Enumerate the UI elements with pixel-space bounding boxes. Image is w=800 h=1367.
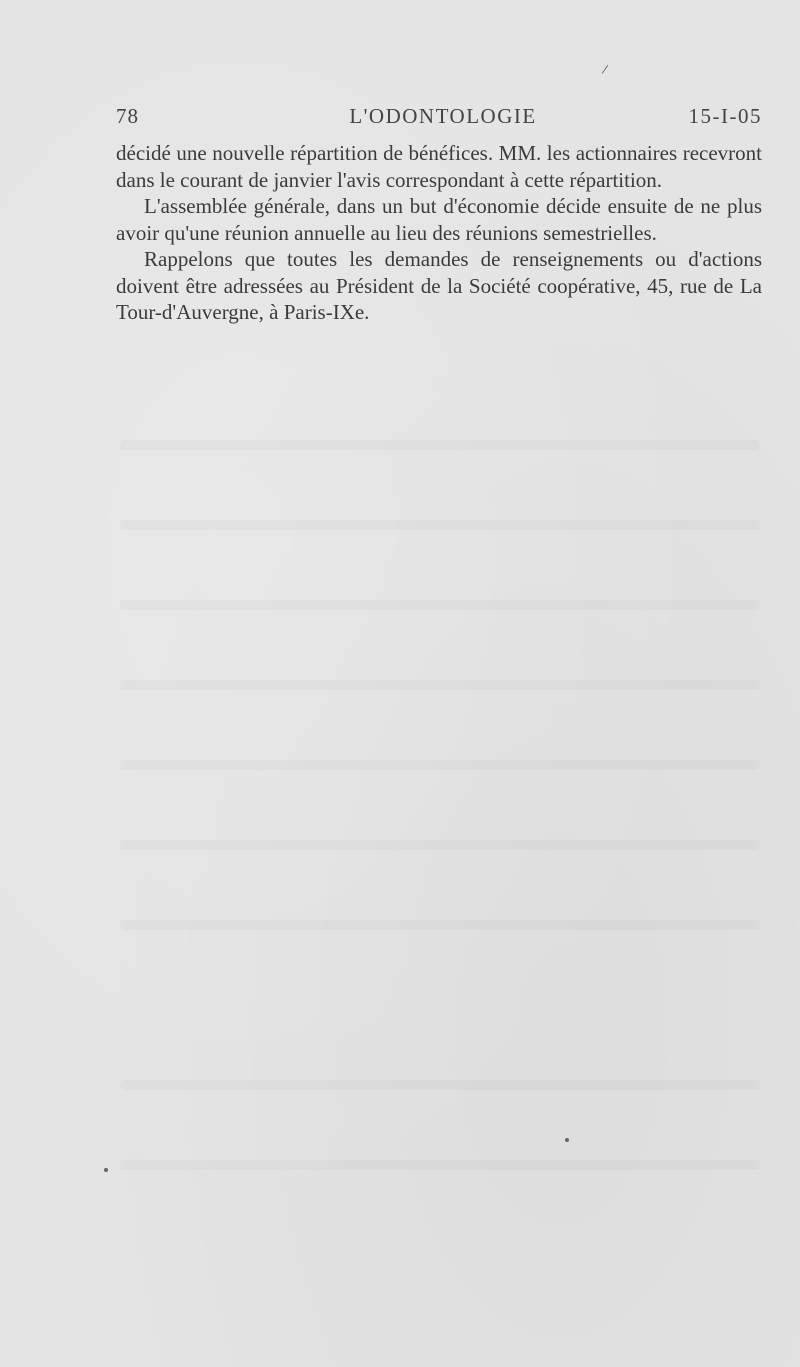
- show-through: [120, 760, 760, 770]
- page-header: [116, 104, 762, 134]
- paragraph: L'assemblée générale, dans un but d'économie décide ensuite de ne plus avoir qu'une réunion annuelle au lieu des réunions semestrielles.: [116, 194, 762, 245]
- show-through: [120, 1080, 760, 1090]
- paragraph: Rappelons que toutes les demandes de renseignements ou d'actions doivent être adressées au Président de la Société coopérative, 45, rue de La Tour-d'Auvergne, à Paris-IXe.: [116, 247, 762, 324]
- show-through: [120, 600, 760, 610]
- show-through: [120, 840, 760, 850]
- show-through: [120, 920, 760, 930]
- issue-date: 15-I-05: [688, 104, 762, 128]
- show-through: [120, 1160, 760, 1170]
- running-title: L'ODONTOLOGIE: [349, 104, 537, 128]
- speck: [565, 1138, 569, 1142]
- show-through: [120, 520, 760, 530]
- paragraph: décidé une nouvelle répartition de bénéfices. MM. les actionnaires recevront dans le courant de janvier l'avis correspondant à cette répartition.: [116, 141, 762, 192]
- ink-mark: [602, 65, 613, 77]
- show-through: [120, 680, 760, 690]
- article-body: [116, 140, 762, 326]
- page-number: 78: [116, 104, 139, 128]
- show-through: [120, 440, 760, 450]
- speck: [104, 1168, 108, 1172]
